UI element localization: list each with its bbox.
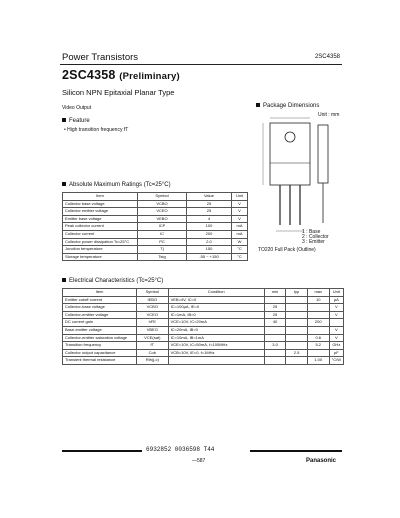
bullet-square-icon: [62, 278, 66, 282]
col-max: max: [307, 289, 329, 297]
status-label: (Preliminary): [119, 71, 180, 82]
side-view-body: [318, 125, 328, 183]
elec-heading: Electrical Characteristics (Tc=25°C): [62, 278, 163, 284]
table-row: Base-emitter voltage VBEO IC=20mA, IB=0 V: [63, 326, 344, 334]
feature-heading: Feature: [62, 118, 90, 124]
col-typ: typ: [286, 289, 307, 297]
table-row: Collector output capacitance Cob VCB=10V, IE=0, f=1MHz 2.5 pF: [63, 349, 344, 357]
footer-code: 6932852 0036598 T44: [146, 446, 215, 453]
table-row: Storage temperature Tstg -55 ~ +150 °C: [63, 253, 248, 261]
page-number: —587: [192, 458, 206, 464]
table-row: Peak collector current ICP 100 mA: [63, 223, 248, 231]
bullet-square-icon: [62, 182, 66, 186]
footer-bar-right: [250, 450, 342, 452]
table-row: Collector-emitter voltage VCEO IC=1mA, IB=0 25 V: [63, 311, 344, 319]
part-code-label: 2SC4358: [314, 54, 340, 60]
feature-item: • High transition frequency fT: [64, 127, 129, 133]
package-heading: Package Dimensions: [256, 103, 319, 109]
package-unit: Unit : mm: [318, 112, 340, 118]
col-value: Value: [187, 193, 232, 201]
page-title: [62, 68, 180, 82]
col-min: min: [264, 289, 286, 297]
col-unit: Unit: [329, 289, 343, 297]
col-symbol: Symbol: [138, 193, 187, 201]
col-symbol: Symbol: [137, 289, 169, 297]
pin-2-label: 2 : Collector: [302, 234, 329, 240]
category-label: Power Transistors: [62, 52, 139, 63]
table-row: Collector-emitter saturation voltage VCE(sat) IC=10mA, IB=1mA 0.6 V: [63, 334, 344, 342]
col-item: Item: [63, 193, 138, 201]
table-row: Emitter cutoff current IEBO VEB=4V, IC=0 10 μA: [63, 296, 344, 304]
pin-1-label: 1 : Base: [302, 229, 321, 235]
table-row: Collector power dissipation Tc=25°C PC 2.0 W: [63, 238, 248, 246]
pin-3-label: 3 : Emitter: [302, 239, 325, 245]
pin-list: [302, 230, 329, 245]
table-row: Collector-base voltage VCBO IC=100μA, IE=0 25 V: [63, 304, 344, 312]
table-header-row: [63, 289, 344, 297]
table-row: Collector base voltage VCBO 25 V: [63, 200, 248, 208]
application-label: Video Output: [62, 105, 92, 111]
mounting-hole: [285, 132, 295, 142]
bullet-square-icon: [256, 103, 260, 107]
package-name: TO220 Full Pack (Outline): [258, 247, 316, 253]
table-row: Collector current IC 200 mA: [63, 230, 248, 238]
footer-bar-left: [62, 450, 142, 452]
elec-char-table: [62, 288, 344, 365]
table-row: DC current gain hFE VCE=10V, IC=20mA 40 200: [63, 319, 344, 327]
bullet-square-icon: [62, 118, 66, 122]
part-number: 2SC4358: [62, 68, 116, 82]
col-condition: Condition: [168, 289, 264, 297]
col-unit: Unit: [232, 193, 248, 201]
brand-logo: Panasonic: [306, 458, 337, 464]
table-row: Transient thermal resistance Rth(j-c) 1.00 °C/W: [63, 357, 344, 365]
table-row: Collector emitter voltage VCEO 25 V: [63, 208, 248, 216]
abs-max-table: [62, 192, 248, 261]
table-row: Junction temperature Tj 150 °C: [63, 246, 248, 254]
abs-max-heading: Absolute Maximum Ratings (Tc=25°C): [62, 182, 171, 188]
col-item: Item: [63, 289, 137, 297]
table-row: Emitter base voltage VEBO 4 V: [63, 215, 248, 223]
page-subtitle: Silicon NPN Epitaxial Planar Type: [62, 88, 175, 97]
table-header-row: [63, 193, 248, 201]
header-rule: [60, 64, 342, 65]
table-row: Transition frequency fT VCE=10V, IC=50mA, f=100MHz 3.0 5.2 GHz: [63, 342, 344, 350]
